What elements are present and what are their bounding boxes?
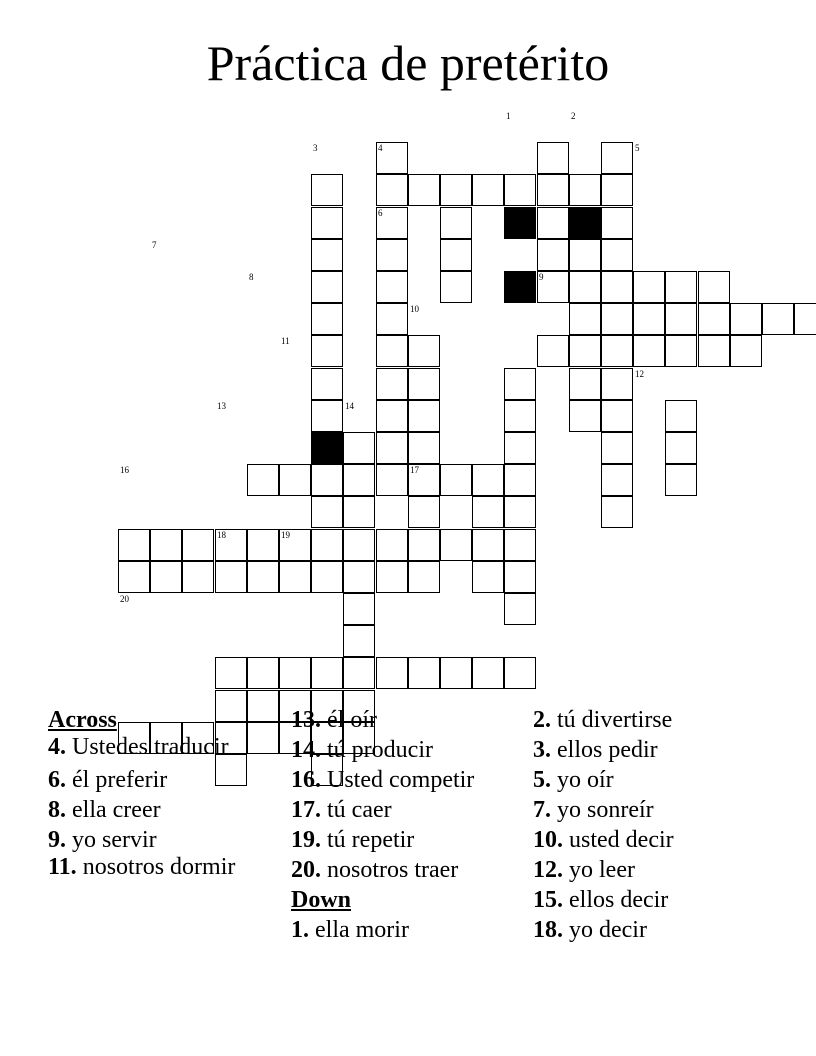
clue-number: 6. [48, 767, 66, 793]
grid-cell[interactable] [504, 561, 536, 593]
clue-text: usted decir [569, 827, 674, 853]
cell-number: 13 [217, 401, 226, 411]
page-title: Práctica de pretérito [206, 35, 610, 91]
grid-cell[interactable] [665, 432, 697, 464]
clue-text: yo sonreír [557, 797, 654, 823]
clue-item [48, 765, 273, 795]
grid-cell[interactable] [343, 561, 375, 593]
grid-cell[interactable] [343, 657, 375, 689]
grid-cell[interactable] [537, 335, 569, 367]
cell-number: 19 [281, 530, 290, 540]
grid-cell[interactable] [440, 271, 472, 303]
clue-item [533, 885, 773, 915]
clue-number: 13. [291, 707, 321, 733]
cell-number: 4 [378, 143, 383, 153]
down-heading: Down [291, 887, 352, 913]
grid-cell[interactable] [311, 496, 343, 528]
grid-cell[interactable] [665, 464, 697, 496]
grid-cell[interactable] [408, 561, 440, 593]
grid-cell[interactable] [376, 561, 408, 593]
cell-number: 6 [378, 208, 383, 218]
grid-cell[interactable] [376, 271, 408, 303]
clue-item [533, 705, 773, 735]
grid-cell[interactable] [247, 529, 279, 561]
grid-cell[interactable] [601, 335, 633, 367]
grid-cell[interactable] [601, 174, 633, 206]
grid-cell[interactable] [440, 207, 472, 239]
clue-text: él oír [327, 707, 377, 733]
grid-cell[interactable] [311, 464, 343, 496]
grid-cell[interactable] [376, 657, 408, 689]
clue-text: Usted competir [327, 767, 475, 793]
grid-block [504, 207, 536, 239]
grid-cell[interactable] [698, 303, 730, 335]
grid-cell[interactable] [601, 142, 633, 174]
clue-number: 11. [48, 854, 77, 880]
grid-cell[interactable] [311, 207, 343, 239]
grid-cell[interactable] [247, 464, 279, 496]
clue-item [291, 705, 521, 735]
clue-text: yo servir [72, 827, 157, 853]
grid-cell[interactable] [665, 303, 697, 335]
grid-cell[interactable] [569, 368, 601, 400]
grid-cell[interactable] [601, 400, 633, 432]
grid-cell[interactable] [601, 207, 633, 239]
clue-item [48, 825, 273, 855]
cell-number: 11 [281, 336, 290, 346]
grid-cell[interactable] [730, 335, 762, 367]
grid-cell[interactable] [150, 529, 182, 561]
grid-cell[interactable] [601, 271, 633, 303]
grid-cell[interactable] [569, 271, 601, 303]
grid-cell[interactable] [504, 432, 536, 464]
grid-block [569, 207, 601, 239]
grid-cell[interactable] [601, 496, 633, 528]
clue-item [291, 765, 521, 795]
clue-item [291, 825, 521, 855]
cell-number: 2 [571, 111, 576, 121]
clue-text: yo leer [569, 857, 635, 883]
grid-cell[interactable] [408, 368, 440, 400]
grid-cell[interactable] [311, 561, 343, 593]
grid-cell[interactable] [408, 657, 440, 689]
clue-number: 16. [291, 767, 321, 793]
clue-number: 5. [533, 767, 551, 793]
clue-number: 10. [533, 827, 563, 853]
grid-cell[interactable] [440, 174, 472, 206]
grid-cell[interactable] [150, 561, 182, 593]
clue-number: 18. [533, 917, 563, 943]
grid-cell[interactable] [730, 303, 762, 335]
grid-cell[interactable] [311, 400, 343, 432]
grid-cell[interactable] [311, 271, 343, 303]
clue-number: 8. [48, 797, 66, 823]
cell-number: 7 [152, 240, 157, 250]
cell-number: 15 [313, 433, 322, 443]
clue-item [291, 735, 521, 765]
grid-cell[interactable] [633, 335, 665, 367]
grid-cell[interactable] [504, 529, 536, 561]
grid-cell[interactable] [504, 400, 536, 432]
grid-cell[interactable] [376, 303, 408, 335]
clue-number: 9. [48, 827, 66, 853]
clue-text: yo decir [569, 917, 647, 943]
clue-text: tú producir [327, 737, 433, 763]
grid-cell[interactable] [504, 593, 536, 625]
grid-cell[interactable] [311, 335, 343, 367]
grid-cell[interactable] [118, 529, 150, 561]
clue-text: tú caer [327, 797, 392, 823]
cell-number: 12 [635, 369, 644, 379]
grid-cell[interactable] [279, 657, 311, 689]
grid-cell[interactable] [343, 496, 375, 528]
cell-number: 8 [249, 272, 254, 282]
grid-cell[interactable] [343, 464, 375, 496]
grid-cell[interactable] [440, 464, 472, 496]
clue-item [533, 825, 773, 855]
grid-cell[interactable] [698, 271, 730, 303]
grid-cell[interactable] [247, 657, 279, 689]
grid-cell[interactable] [665, 335, 697, 367]
grid-cell[interactable] [569, 400, 601, 432]
grid-cell[interactable] [472, 657, 504, 689]
grid-cell[interactable] [118, 561, 150, 593]
clue-text: nosotros traer [327, 857, 459, 883]
grid-cell[interactable] [537, 142, 569, 174]
cell-number: 17 [410, 465, 419, 475]
clue-number: 4. [48, 734, 66, 760]
cell-number: 3 [313, 143, 318, 153]
grid-cell[interactable] [182, 529, 214, 561]
grid-cell[interactable] [311, 239, 343, 271]
grid-cell[interactable] [601, 239, 633, 271]
grid-cell[interactable] [440, 657, 472, 689]
grid-cell[interactable] [311, 303, 343, 335]
clue-text: yo oír [557, 767, 614, 793]
grid-cell[interactable] [762, 303, 794, 335]
clue-number: 19. [291, 827, 321, 853]
grid-block [504, 271, 536, 303]
cell-number: 1 [506, 111, 511, 121]
clue-item [48, 855, 273, 880]
grid-cell[interactable] [794, 303, 816, 335]
down-clue-list [291, 915, 521, 945]
grid-cell[interactable] [601, 303, 633, 335]
grid-cell[interactable] [376, 400, 408, 432]
grid-cell[interactable] [601, 464, 633, 496]
cell-number: 9 [539, 272, 544, 282]
clue-item [533, 735, 773, 765]
grid-cell[interactable] [472, 464, 504, 496]
grid-cell[interactable] [569, 303, 601, 335]
down-clue-list-continued [533, 705, 773, 945]
clue-text: él preferir [72, 767, 168, 793]
clue-number: 3. [533, 737, 551, 763]
clue-item [533, 765, 773, 795]
clues-column-3 [533, 705, 773, 945]
grid-cell[interactable] [472, 561, 504, 593]
grid-cell[interactable] [472, 529, 504, 561]
grid-cell[interactable] [440, 529, 472, 561]
clue-text: ella morir [315, 917, 409, 943]
grid-cell[interactable] [343, 529, 375, 561]
clue-item [48, 795, 273, 825]
grid-cell[interactable] [343, 593, 375, 625]
clue-item [533, 795, 773, 825]
grid-cell[interactable] [569, 335, 601, 367]
clue-number: 20. [291, 857, 321, 883]
grid-cell[interactable] [408, 174, 440, 206]
grid-cell[interactable] [569, 239, 601, 271]
grid-cell[interactable] [698, 335, 730, 367]
clue-number: 14. [291, 737, 321, 763]
grid-cell[interactable] [376, 529, 408, 561]
cell-number: 16 [120, 465, 129, 475]
clue-text: nosotros dormir [82, 854, 236, 880]
grid-cell[interactable] [215, 657, 247, 689]
across-clue-list [48, 735, 273, 880]
cell-number: 14 [345, 401, 354, 411]
grid-cell[interactable] [537, 239, 569, 271]
clue-number: 17. [291, 797, 321, 823]
grid-cell[interactable] [537, 207, 569, 239]
across-heading: Across [48, 707, 117, 733]
grid-cell[interactable] [376, 368, 408, 400]
grid-cell[interactable] [601, 432, 633, 464]
clue-number: 15. [533, 887, 563, 913]
grid-cell[interactable] [182, 561, 214, 593]
grid-cell[interactable] [440, 239, 472, 271]
grid-cell[interactable] [408, 496, 440, 528]
clues-column-1 [48, 705, 273, 885]
clue-number: 12. [533, 857, 563, 883]
grid-cell[interactable] [376, 432, 408, 464]
grid-cell[interactable] [472, 174, 504, 206]
grid-cell[interactable] [504, 657, 536, 689]
grid-cell[interactable] [376, 174, 408, 206]
across-clue-list-continued [291, 705, 521, 885]
grid-cell[interactable] [408, 432, 440, 464]
grid-cell[interactable] [279, 464, 311, 496]
grid-cell[interactable] [633, 303, 665, 335]
clue-item [48, 735, 273, 760]
grid-cell[interactable] [504, 368, 536, 400]
grid-cell[interactable] [472, 496, 504, 528]
grid-cell[interactable] [504, 464, 536, 496]
clue-item [533, 855, 773, 885]
grid-cell[interactable] [343, 625, 375, 657]
cell-number: 18 [217, 530, 226, 540]
grid-cell[interactable] [247, 561, 279, 593]
clue-text: tú divertirse [557, 707, 673, 733]
grid-cell[interactable] [343, 432, 375, 464]
clue-item [291, 915, 521, 945]
grid-cell[interactable] [311, 174, 343, 206]
grid-cell[interactable] [376, 239, 408, 271]
grid-cell[interactable] [311, 529, 343, 561]
clue-item [291, 795, 521, 825]
clue-number: 2. [533, 707, 551, 733]
grid-cell[interactable] [311, 657, 343, 689]
grid-cell[interactable] [376, 335, 408, 367]
grid-cell[interactable] [408, 400, 440, 432]
grid-cell[interactable] [504, 496, 536, 528]
clue-text: ellos decir [569, 887, 669, 913]
cell-number: 20 [120, 594, 129, 604]
grid-cell[interactable] [569, 174, 601, 206]
grid-cell[interactable] [537, 174, 569, 206]
clue-number: 1. [291, 917, 309, 943]
grid-cell[interactable] [279, 561, 311, 593]
clue-text: Ustedes traducir [72, 734, 229, 760]
grid-cell[interactable] [601, 368, 633, 400]
grid-cell[interactable] [376, 464, 408, 496]
clue-item [291, 855, 521, 885]
grid-cell[interactable] [215, 561, 247, 593]
clues-column-2 [291, 705, 521, 945]
cell-number: 5 [635, 143, 640, 153]
clue-item [533, 915, 773, 945]
clue-text: tú repetir [327, 827, 415, 853]
grid-cell[interactable] [504, 174, 536, 206]
grid-cell[interactable] [408, 335, 440, 367]
grid-cell[interactable] [633, 271, 665, 303]
grid-cell[interactable] [311, 368, 343, 400]
grid-cell[interactable] [408, 529, 440, 561]
grid-cell[interactable] [665, 400, 697, 432]
clue-text: ellos pedir [557, 737, 658, 763]
clue-number: 7. [533, 797, 551, 823]
grid-cell[interactable] [665, 271, 697, 303]
clue-text: ella creer [72, 797, 161, 823]
cell-number: 10 [410, 304, 419, 314]
